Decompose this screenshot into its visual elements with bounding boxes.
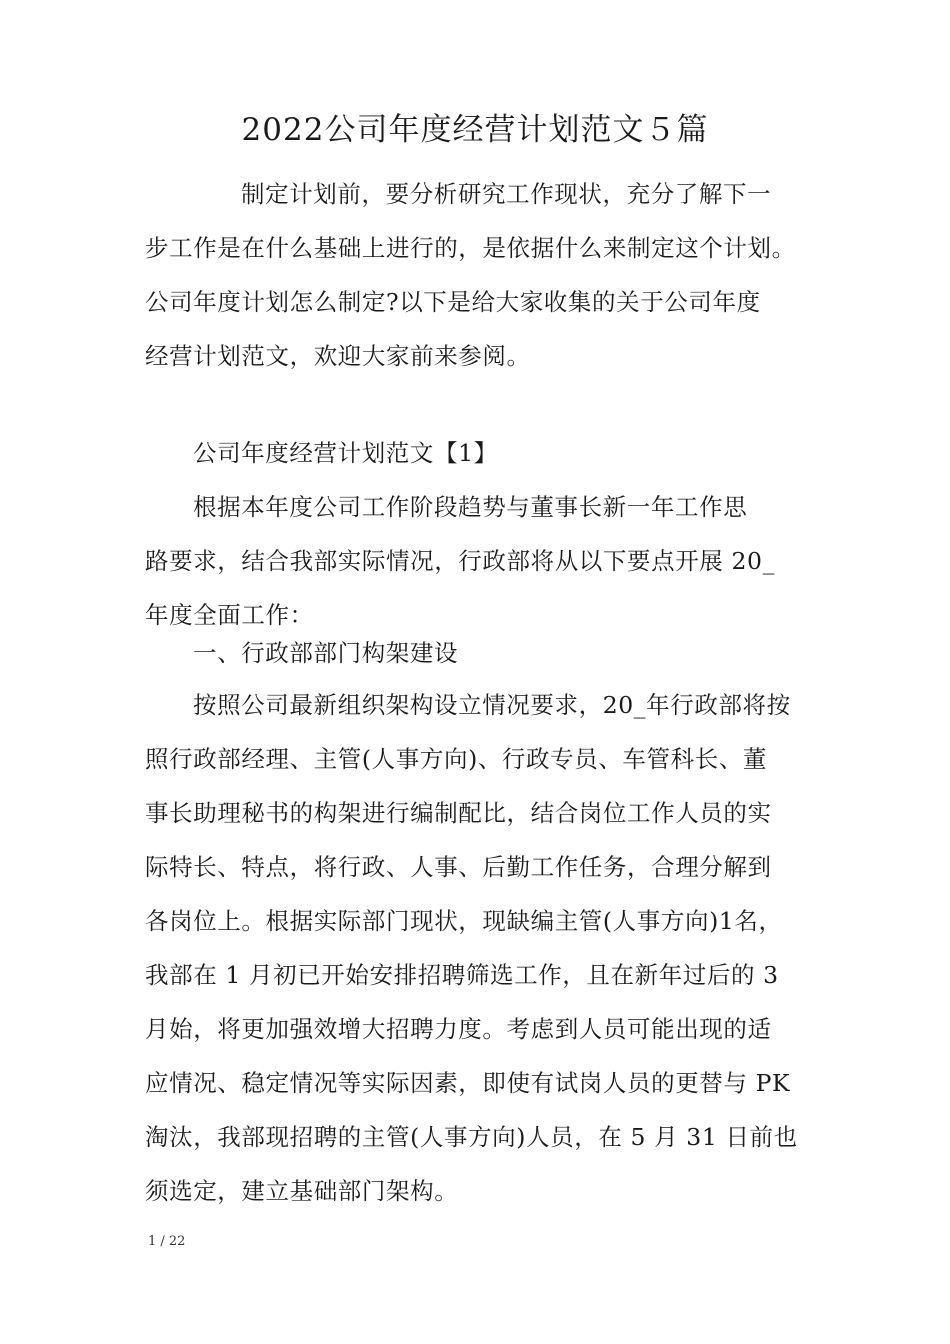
paragraph-line: 照行政部经理、主管(人事方向)、行政专员、车管科长、董 (145, 745, 768, 773)
paragraph-2 (145, 678, 817, 1218)
paragraph-line: 须选定，建立基础部门架构。 (145, 1177, 459, 1205)
subheading-block (145, 626, 817, 680)
paragraph-1 (145, 480, 817, 642)
paragraph-line: 应情况、稳定情况等实际因素，即使有试岗人员的更替与 PK (145, 1069, 791, 1097)
paragraph-line: 根据本年度公司工作阶段趋势与董事长新一年工作思 (193, 493, 748, 521)
intro-line: 制定计划前，要分析研究工作现状，充分了解下一 (241, 180, 772, 208)
page-number: 1 / 22 (148, 1234, 186, 1249)
paragraph-line: 月始，将更加强效增大招聘力度。考虑到人员可能出现的适 (145, 1015, 772, 1043)
intro-line: 经营计划范文，欢迎大家前来参阅。 (145, 342, 531, 370)
paragraph-line: 事长助理秘书的构架进行编制配比，结合岗位工作人员的实 (145, 799, 772, 827)
paragraph-line: 际特长、特点，将行政、人事、后勤工作任务，合理分解到 (145, 853, 772, 881)
intro-line: 步工作是在什么基础上进行的，是依据什么来制定这个计划。 (145, 234, 796, 262)
intro-paragraph (145, 167, 817, 383)
section-heading: 公司年度经营计划范文【1】 (193, 439, 498, 467)
subheading: 一、行政部部门构架建设 (193, 639, 459, 667)
section-heading-block (145, 426, 817, 480)
paragraph-line: 淘汰，我部现招聘的主管(人事方向)人员，在 5 月 31 日前也 (145, 1123, 798, 1151)
document-title: 2022公司年度经营计划范文５篇 (241, 112, 709, 148)
paragraph-line: 各岗位上。根据实际部门现状，现缺编主管(人事方向)1名， (145, 907, 783, 935)
paragraph-line: 按照公司最新组织架构设立情况要求，20_年行政部将按 (193, 691, 791, 719)
paragraph-line: 我部在 1 月初已开始安排招聘筛选工作，且在新年过后的 3 (145, 961, 779, 989)
paragraph-line: 路要求，结合我部实际情况，行政部将从以下要点开展 20_ (145, 547, 775, 575)
intro-line: 公司年度计划怎么制定?以下是给大家收集的关于公司年度 (145, 288, 761, 316)
paragraph-line: 年度全面工作： (145, 601, 314, 629)
